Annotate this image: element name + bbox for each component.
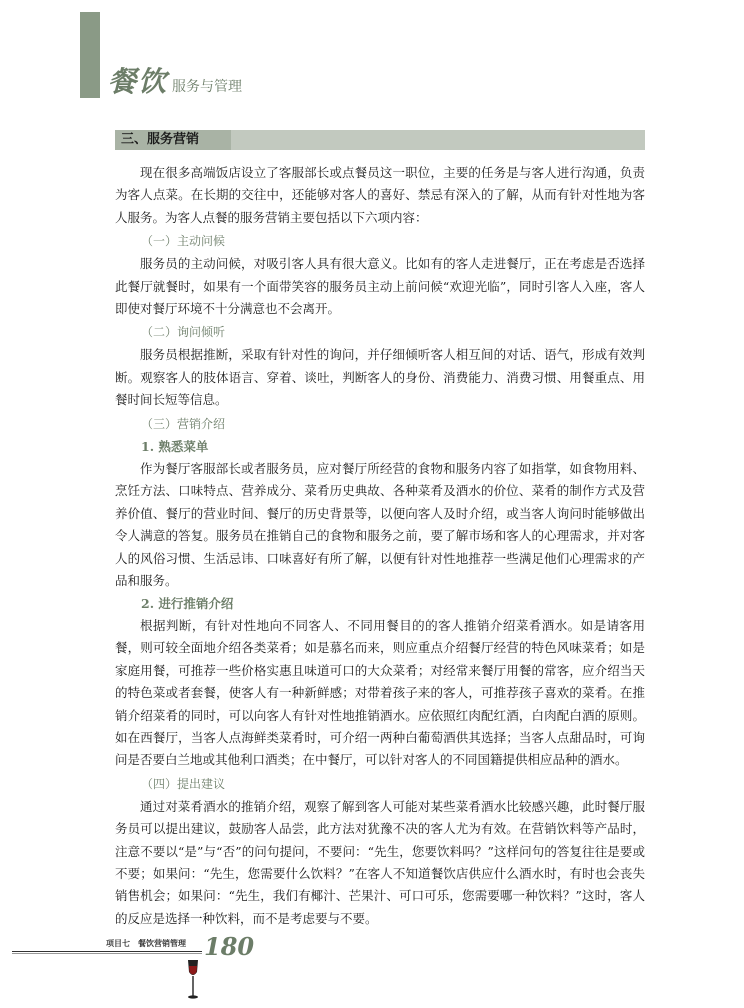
wine-glass-icon — [186, 958, 200, 1000]
subsection-heading: （三）营销介绍 — [141, 416, 226, 431]
body-paragraph: 现在很多高端饭店设立了客服部长或点餐员这一职位，主要的任务是与客人进行沟通，负责为客人点菜。在长期的交往中，还能够对客人的喜好、禁忌有深入的了解，从而有针对性地为客人服务。为客人点餐的服务营销主要包括以下六项内容： — [115, 165, 645, 225]
body-paragraph: 根据判断，有针对性地向不同客人、不同用餐目的的客人推销介绍菜肴酒水。如是请客用餐，则可较全面地介绍各类菜肴；如是慕名而来，则应重点介绍餐厅经营的特色风味菜肴；如是家庭用餐，可推荐一些价格实惠且味道可口的大众菜肴；对经常来餐厅用餐的常客，应介绍当天的特色菜或者套餐，使客人有一种新鲜感；对带着孩子来的客人，可推荐孩子喜欢的菜肴。在推销介绍菜肴的同时，可以向客人有针对性地推销酒水。应依照红肉配红酒，白肉配白酒的原则。如在西餐厅，当客人点海鲜类菜肴时，可介绍一两种白葡萄酒供其选择；当客人点甜品时，可询问是否要白兰地或其他利口酒类；在中餐厅，可以针对客人的不同国籍提供相应品种的酒水。 — [115, 617, 645, 768]
header-side-bar — [80, 12, 100, 98]
book-title-sub: 服务与管理 — [172, 79, 243, 95]
page-number: 180 — [204, 932, 255, 961]
footer-rule — [12, 951, 202, 952]
subsection-heading: （一）主动问候 — [141, 234, 226, 249]
body-paragraph: 通过对菜肴酒水的推销介绍，观察了解到客人可能对某些菜肴酒水比较感兴趣，此时餐厅服务员可以提出建议，鼓励客人品尝，此方法对犹豫不决的客人尤为有效。在营销饮料等产品时，注意不要以“是”与“否”的问句提问，不要问：“先生，您要饮料吗？”这样问句的答复往往是要或不要；如果问：“先生，您需要什么饮料？”在客人不知道餐饮店供应什么酒水时，有时也会丧失销售机会；如果问：“先生，我们有椰汁、芒果汁、可口可乐，您需要哪一种饮料？”这时，客人的反应是选择一种饮料，而不是考虑要与不要。 — [115, 798, 645, 926]
subsection-heading: （二）询问倾听 — [141, 325, 226, 340]
book-logo — [108, 60, 242, 100]
body-paragraph: 作为餐厅客服部长或者服务员，应对餐厅所经营的食物和服务内容了如指掌，如食物用料、烹饪方法、口味特点、营养成分、菜肴历史典故、各种菜肴及酒水的价位、菜肴的制作方式及营养价值、餐厅的营业时间、餐厅的历史背景等，以便向客人及时介绍，或当客人询问时能够做出令人满意的答复。服务员在推销自己的食物和服务之前，要了解市场和客人的心理需求，并对客人的风俗习惯、生活忌讳、口味喜好有所了解，以便有针对性地推荐一些满足他们心理需求的产品和服务。 — [115, 461, 645, 589]
body-paragraph: 服务员的主动问候，对吸引客人具有很大意义。比如有的客人走进餐厅，正在考虑是否选择此餐厅就餐时，如果有一个面带笑容的服务员主动上前问候“欢迎光临”，同时引客人入座，客人即使对餐厅环境不十分满意也不会离开。 — [115, 256, 645, 317]
section-title: 三、服务营销 — [115, 130, 231, 150]
body-paragraph: 服务员根据推断，采取有针对性的询问，并仔细倾听客人相互间的对话、语气，形成有效判断。观察客人的肢体语言、穿着、谈吐，判断客人的身份、消费能力、消费习惯、用餐重点、用餐时间长短等信息。 — [115, 347, 645, 408]
body-content — [115, 162, 645, 930]
item-heading: 1. 熟悉菜单 — [141, 438, 209, 454]
subsection-heading: （四）提出建议 — [141, 776, 226, 791]
footer-rule-secondary — [12, 953, 202, 954]
book-title-main: 餐饮 — [108, 65, 169, 98]
footer-chapter-label: 项目七 餐饮营销管理 — [106, 939, 186, 948]
item-heading: 2. 进行推销介绍 — [141, 595, 234, 611]
